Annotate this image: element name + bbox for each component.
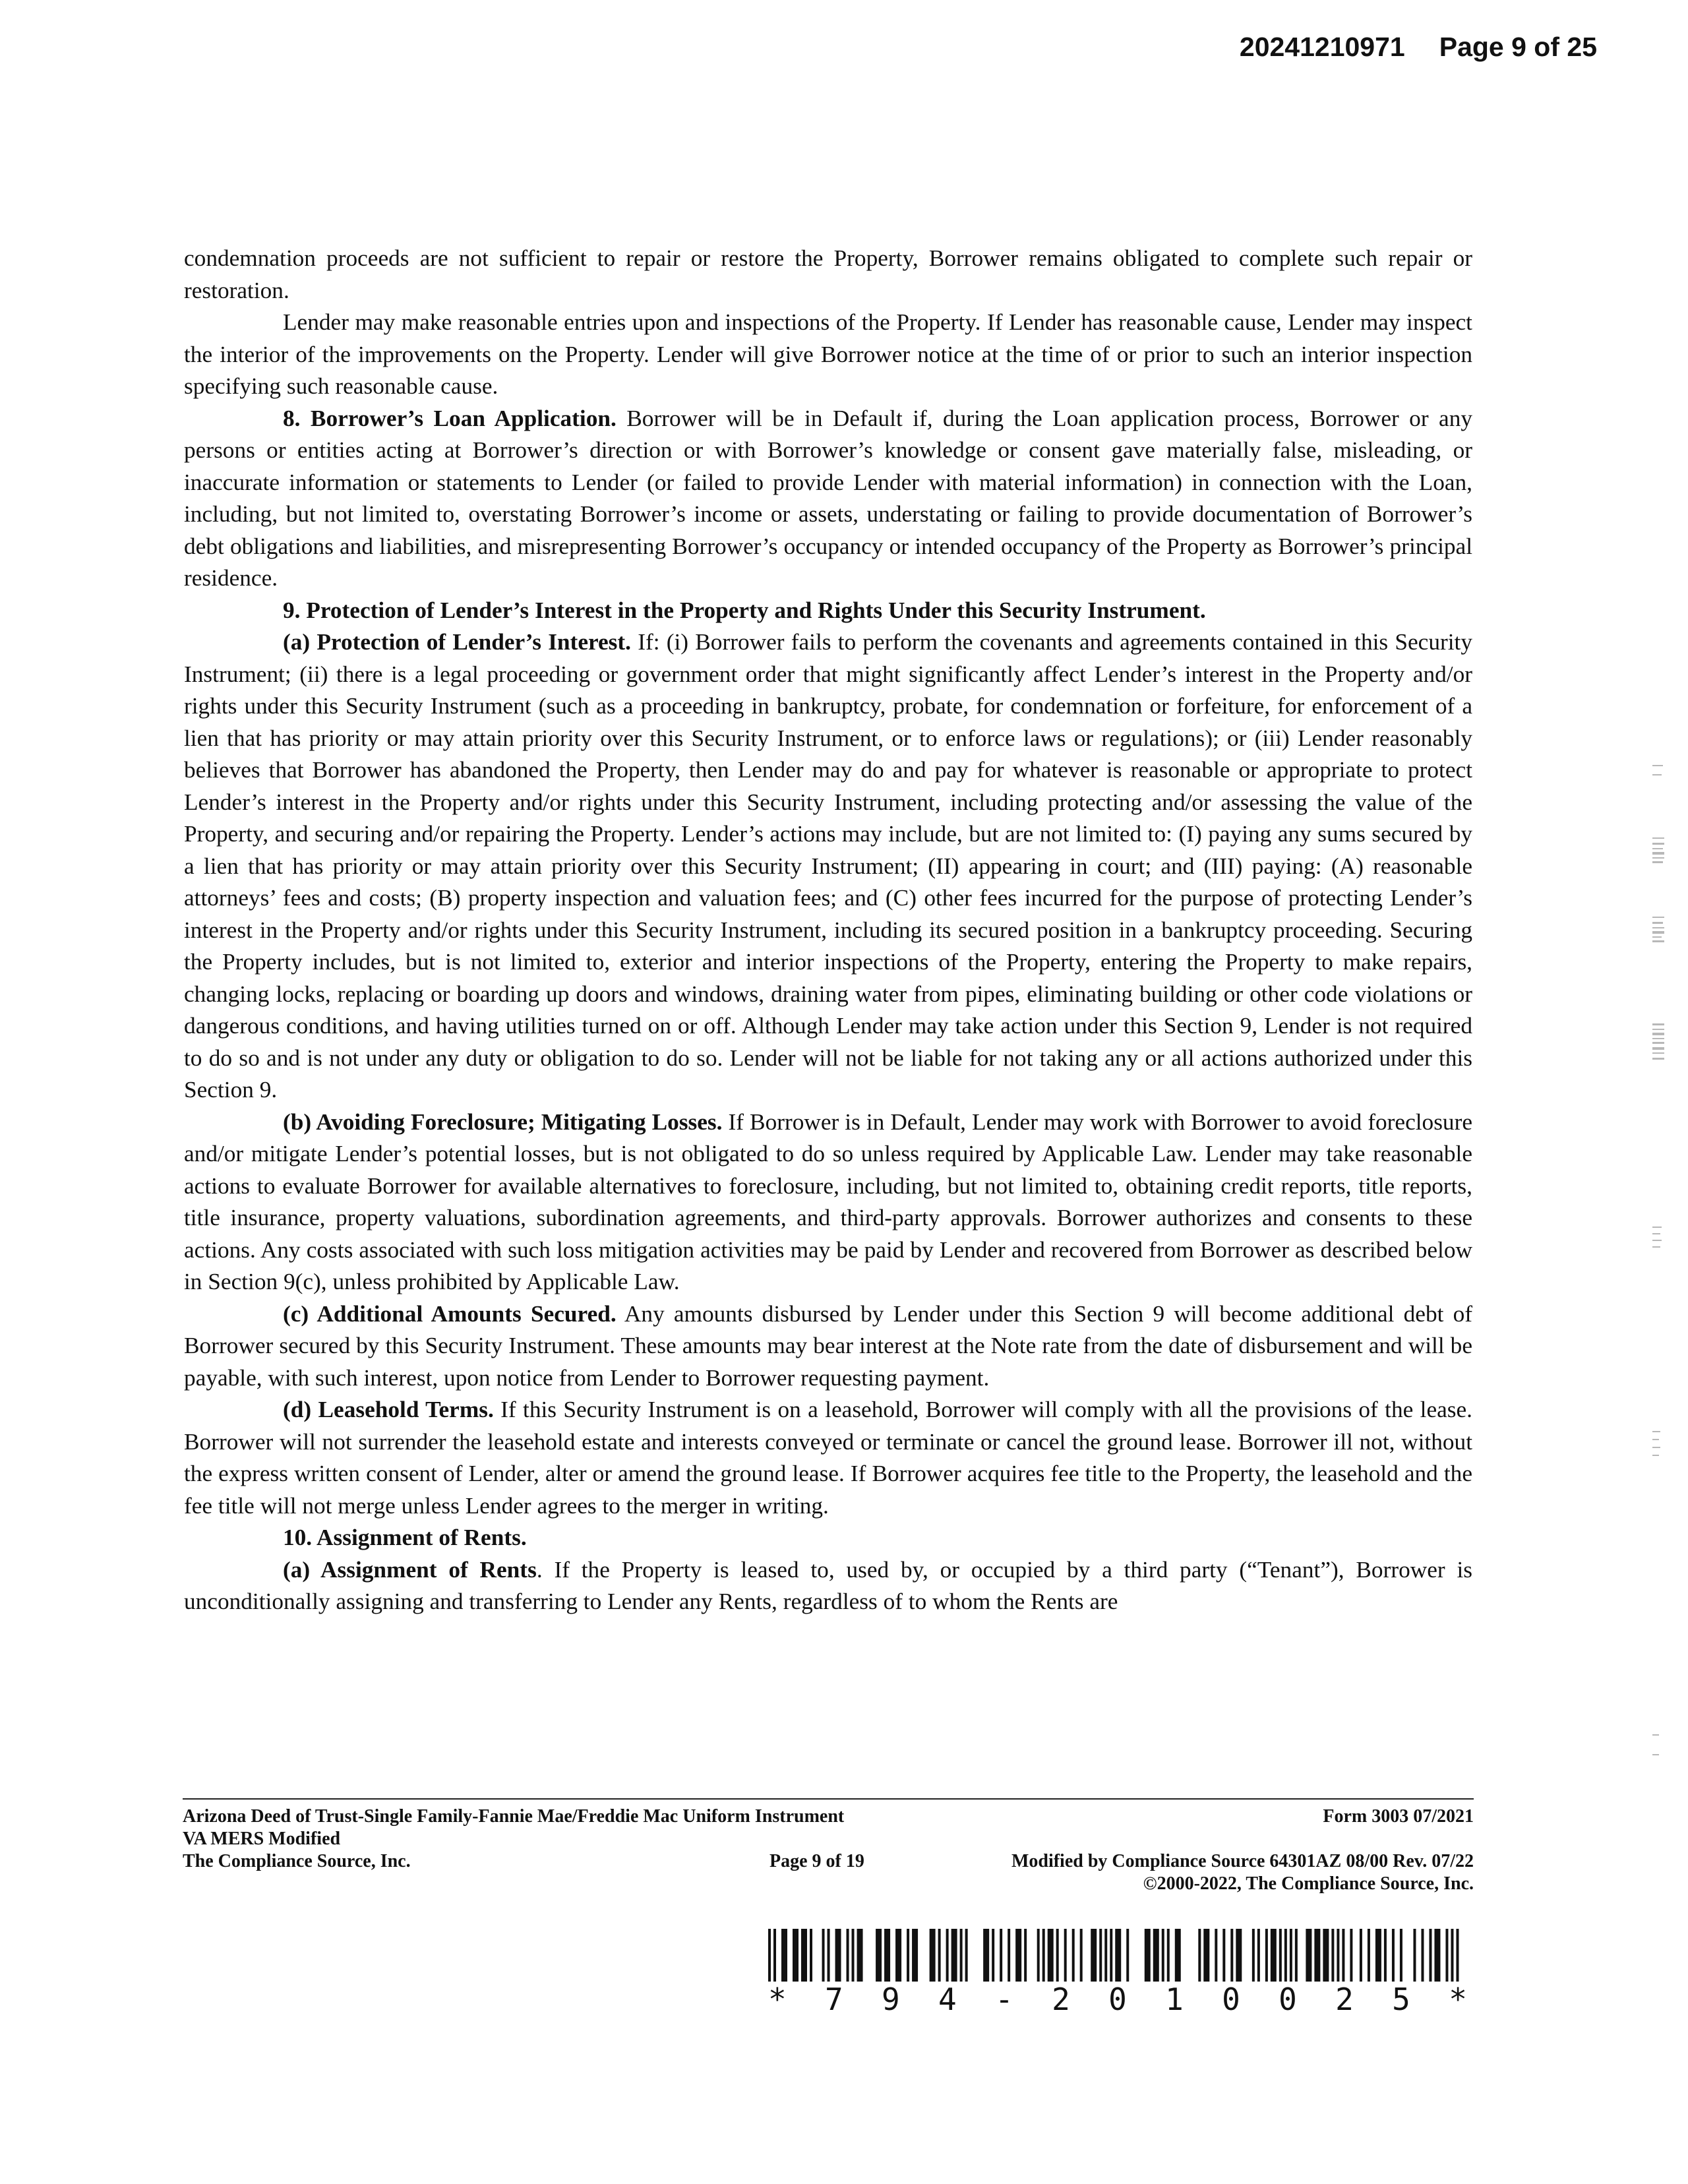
section-9a-paragraph: (a) Protection of Lender’s Interest. If: (i) Borrower fails to perform the covenants and agreements contained in this Security Instrument; (ii) there is a legal proceeding or government order that might significantly affect Lender’s interest in the Property and/or rights under this Security Instrument (such as a proceeding in bankruptcy, probate, for condemnation or forfeiture, for enforcement of a lien that has priority or may attain priority over this Security Instrument, or to enforce laws or regulations); or (iii) Lender reasonably believes that Borrower has abandoned the Property, then Lender may do and pay for whatever is reasonable or appropriate to protect Lender’s interest in the Property and/or rights under this Security Instrument, including protecting and/or assessing the value of the Property, and securing and/or repairing the Property. Lender’s actions may include, but are not limited to: (I) paying any sums secured by a lien that has priority or may attain priority over this Security Instrument; (II) appearing in court; and (III) paying: (A) reasonable attorneys’ fees and costs; (B) property inspection and valuation fees; and (C) other fees incurred for the purpose of protecting Lender’s interest in the Property and/or rights under this Security Instrument, including its secured position in a bankruptcy proceeding. Securing the Property includes, but is not limited to, exterior and interior inspections of the Property, entering the Property to make repairs, changing locks, replacing or boarding up doors and windows, draining water from pipes, eliminating building or other code violations or dangerous conditions, and having utilities turned on or off. Although Lender may take action under this Section 9, Lender is not required to do so and is not under any duty or obligation to do so. Lender will not be liable for not taking any or all actions authorized under this Section 9.	[184, 629, 1472, 1103]
barcode-label	[768, 1982, 1467, 2017]
paragraph: condemnation proceeds are not sufficient to repair or restore the Property, Borrower remains obligated to complete such repair or restoration.	[184, 245, 1472, 303]
barcode-bar	[768, 1929, 771, 1982]
barcode-bar	[1257, 1929, 1260, 1982]
barcode-bar	[1360, 1929, 1362, 1982]
subsection-heading: (c) Additional Amounts Secured.	[283, 1300, 617, 1327]
barcode-bar	[1375, 1929, 1381, 1982]
subsection-heading: (b) Avoiding Foreclosure; Mitigating Losses.	[283, 1108, 723, 1135]
barcode-bar	[1413, 1929, 1416, 1982]
barcode-bar	[1331, 1929, 1334, 1982]
barcode-bar	[1037, 1929, 1040, 1982]
section-9d-paragraph: (d) Leasehold Terms. If this Security Instrument is on a leasehold, Borrower will comply with all the provisions of the lease. Borrower will not surrender the leasehold estate and interests conveyed or terminate or cancel the ground lease. Borrower ill not, without the express written consent of Lender, alter or amend the ground lease. If Borrower acquires fee title to the Property, the leasehold and the fee title will not merge unless Lender agrees to the merger in writing.	[184, 1397, 1473, 1519]
barcode-bar	[1323, 1929, 1329, 1982]
barcode-bar	[983, 1929, 989, 1982]
barcode-bar	[1104, 1929, 1107, 1982]
paragraph: Lender may make reasonable entries upon and inspections of the Property. If Lender has reasonable cause, Lender may inspect the interior of the improvements on the Property. Lender will give Borrower notice at the time of or prior to such an interior inspection specifying such reasonable cause.	[184, 309, 1472, 399]
barcode-bar	[773, 1929, 776, 1982]
barcode-bar	[1145, 1929, 1151, 1982]
barcode-bar	[1279, 1929, 1282, 1982]
form-title: Arizona Deed of Trust-Single Family-Fannie Mae/Freddie Mac Uniform Instrument	[183, 1806, 845, 1827]
barcode-char: 9	[882, 1982, 900, 2017]
barcode-bar	[1042, 1929, 1045, 1982]
barcode-bar	[1350, 1929, 1352, 1982]
barcode-char: -	[995, 1982, 1013, 2017]
barcode-bar	[822, 1929, 825, 1982]
barcode-bar	[1421, 1929, 1424, 1982]
form-modifier: VA MERS Modified	[183, 1829, 341, 1849]
barcode-bar	[801, 1929, 807, 1982]
section-10a-paragraph: (a) Assignment of Rents. If the Property is leased to, used by, or occupied by a third party (“Tenant”), Borrower is unconditionally assigning and transferring to Lender any Rents, regardless of to whom the Rents are	[184, 1556, 1472, 1614]
barcode-bar	[810, 1929, 812, 1982]
barcode-bar	[1064, 1929, 1067, 1982]
barcode-bar	[876, 1929, 882, 1982]
barcode-char: 7	[825, 1982, 843, 2017]
barcode-bar	[1252, 1929, 1255, 1982]
modified-by: Modified by Compliance Source 64301AZ 08/00 Rev. 07/22	[1011, 1851, 1474, 1871]
form-number: Form 3003 07/2021	[1323, 1806, 1474, 1827]
barcode-bar	[1215, 1929, 1217, 1982]
barcode-char: 2	[1335, 1982, 1354, 2017]
barcode-bar	[1434, 1929, 1440, 1982]
barcode-bar	[1445, 1929, 1448, 1982]
barcode-bar	[965, 1929, 968, 1982]
barcode-bar	[1056, 1929, 1059, 1982]
barcode-bar	[930, 1929, 936, 1982]
recording-stamp	[1240, 32, 1597, 63]
barcode-bar	[1153, 1929, 1159, 1982]
barcode-bar	[1368, 1929, 1370, 1982]
barcode-bar	[951, 1929, 957, 1982]
barcode-char: 5	[1392, 1982, 1410, 2017]
barcode-bar	[1451, 1929, 1453, 1982]
barcode-bar	[912, 1929, 918, 1982]
barcode-bar	[852, 1929, 855, 1982]
barcode-bar	[1072, 1929, 1075, 1982]
form-page-number: Page 9 of 19	[769, 1851, 864, 1871]
barcode-bar	[946, 1929, 949, 1982]
subsection-heading: (a) Assignment of Rents	[283, 1556, 537, 1583]
barcode-char: 0	[1108, 1982, 1127, 2017]
document-barcode	[768, 1929, 1467, 1982]
section-9-heading	[184, 595, 1472, 627]
barcode-char: *	[768, 1982, 787, 2017]
barcode-bar	[1236, 1929, 1242, 1982]
barcode-bar	[938, 1929, 941, 1982]
section-8-paragraph: 8. Borrower’s Loan Application. Borrower will be in Default if, during the Loan application process, Borrower or any persons or entities acting at Borrower’s direction or with Borrower’s knowledge or consent gave materially false, misleading, or inaccurate information or statements to Lender (or failed to provide Lender with material information) in connection with the Loan, including, but not limited to, overstating Borrower’s income or assets, understating or failing to provide documentation of Borrower’s debt obligations and liabilities, and misrepresenting Borrower’s occupancy or intended occupancy of the Property as Borrower’s principal residence.	[184, 405, 1472, 591]
barcode-char: 1	[1165, 1982, 1184, 2017]
barcode-bar	[835, 1929, 841, 1982]
recording-page-label: Page 9 of 25	[1439, 32, 1597, 62]
barcode-bar	[1000, 1929, 1002, 1982]
barcode-bar	[1314, 1929, 1320, 1982]
document-number: 20241210971	[1239, 32, 1405, 62]
barcode-bar	[1230, 1929, 1233, 1982]
section-9b-paragraph: (b) Avoiding Foreclosure; Mitigating Losses. If Borrower is in Default, Lender may work with Borrower to avoid foreclosure and/or mitigate Lender’s potential losses, but is not obligated to do so unless required by Applicable Law. Lender may take reasonable actions to evaluate Borrower for available alternatives to foreclosure, including, but not limited to, obtaining credit reports, title reports, title insurance, property valuations, subordination agreements, and third-party approvals. Borrower authorizes and consents to these actions. Any costs associated with such loss mitigation activities may be paid by Lender and recovered from Borrower as described below in Section 9(c), unless prohibited by Applicable Law.	[184, 1108, 1472, 1294]
barcode-bar	[1015, 1929, 1021, 1982]
barcode-bar	[1008, 1929, 1010, 1982]
section-10-heading	[184, 1522, 1472, 1554]
barcode-bar	[847, 1929, 849, 1982]
section-9c-paragraph: (c) Additional Amounts Secured. Any amounts disbursed by Lender under this Section 9 will become additional debt of Borrower secured by this Security Instrument. These amounts may bear interest at the Note rate from the date of disbursement and will be payable, with such interest, upon notice from Lender to Borrower requesting payment.	[184, 1300, 1473, 1391]
barcode-bar	[1048, 1929, 1054, 1982]
barcode-bar	[1222, 1929, 1225, 1982]
barcode-bar	[1392, 1929, 1395, 1982]
company-name: The Compliance Source, Inc.	[183, 1851, 411, 1871]
barcode-char: 2	[1052, 1982, 1070, 2017]
scan-margin-marks	[1648, 765, 1668, 1780]
barcode-bar	[884, 1929, 890, 1982]
barcode-bar	[1024, 1929, 1027, 1982]
barcode-bar	[1337, 1929, 1339, 1982]
barcode-bar	[1384, 1929, 1387, 1982]
barcode-bar	[793, 1929, 799, 1982]
barcode-bar	[907, 1929, 909, 1982]
footer-rule	[183, 1798, 1474, 1800]
barcode-bar	[1265, 1929, 1268, 1982]
barcode-bar	[1306, 1929, 1311, 1982]
document-body	[184, 243, 1472, 1618]
barcode-bar	[1400, 1929, 1402, 1982]
barcode-bar	[1091, 1929, 1097, 1982]
section-heading: 9. Protection of Lender’s Interest in the Property and Rights Under this Security Instrument.	[283, 597, 1206, 623]
barcode-bar	[1126, 1929, 1129, 1982]
barcode-bar	[1284, 1929, 1287, 1982]
subsection-heading: (a) Protection of Lender’s Interest.	[283, 629, 631, 655]
barcode-char: 0	[1279, 1982, 1297, 2017]
barcode-bar	[1271, 1929, 1277, 1982]
barcode-bar	[1167, 1929, 1170, 1982]
barcode-bar	[781, 1929, 787, 1982]
barcode-bar	[1080, 1929, 1083, 1982]
barcode-bar	[1198, 1929, 1201, 1982]
barcode-bar	[960, 1929, 963, 1982]
barcode-bar	[1295, 1929, 1298, 1982]
barcode-bar	[1429, 1929, 1432, 1982]
barcode-bar	[992, 1929, 994, 1982]
barcode-bar	[1110, 1929, 1112, 1982]
barcode-bar	[1175, 1929, 1181, 1982]
section-heading: 10. Assignment of Rents.	[283, 1525, 527, 1550]
barcode-bar	[857, 1929, 863, 1982]
barcode-bar	[1290, 1929, 1292, 1982]
section-heading: 8. Borrower’s Loan Application.	[283, 405, 617, 431]
barcode-char: 4	[938, 1982, 957, 2017]
barcode-char: 0	[1222, 1982, 1240, 2017]
barcode-bar	[828, 1929, 830, 1982]
barcode-bar	[1456, 1929, 1459, 1982]
barcode-bar	[1342, 1929, 1344, 1982]
barcode-bar	[895, 1929, 901, 1982]
barcode-bar	[1115, 1929, 1121, 1982]
subsection-heading: (d) Leasehold Terms.	[283, 1397, 494, 1422]
barcode-bar	[1162, 1929, 1164, 1982]
barcode-char: *	[1449, 1982, 1467, 2017]
copyright: ©2000-2022, The Compliance Source, Inc.	[1143, 1873, 1474, 1894]
barcode-bar	[1099, 1929, 1102, 1982]
barcode-bar	[1203, 1929, 1209, 1982]
